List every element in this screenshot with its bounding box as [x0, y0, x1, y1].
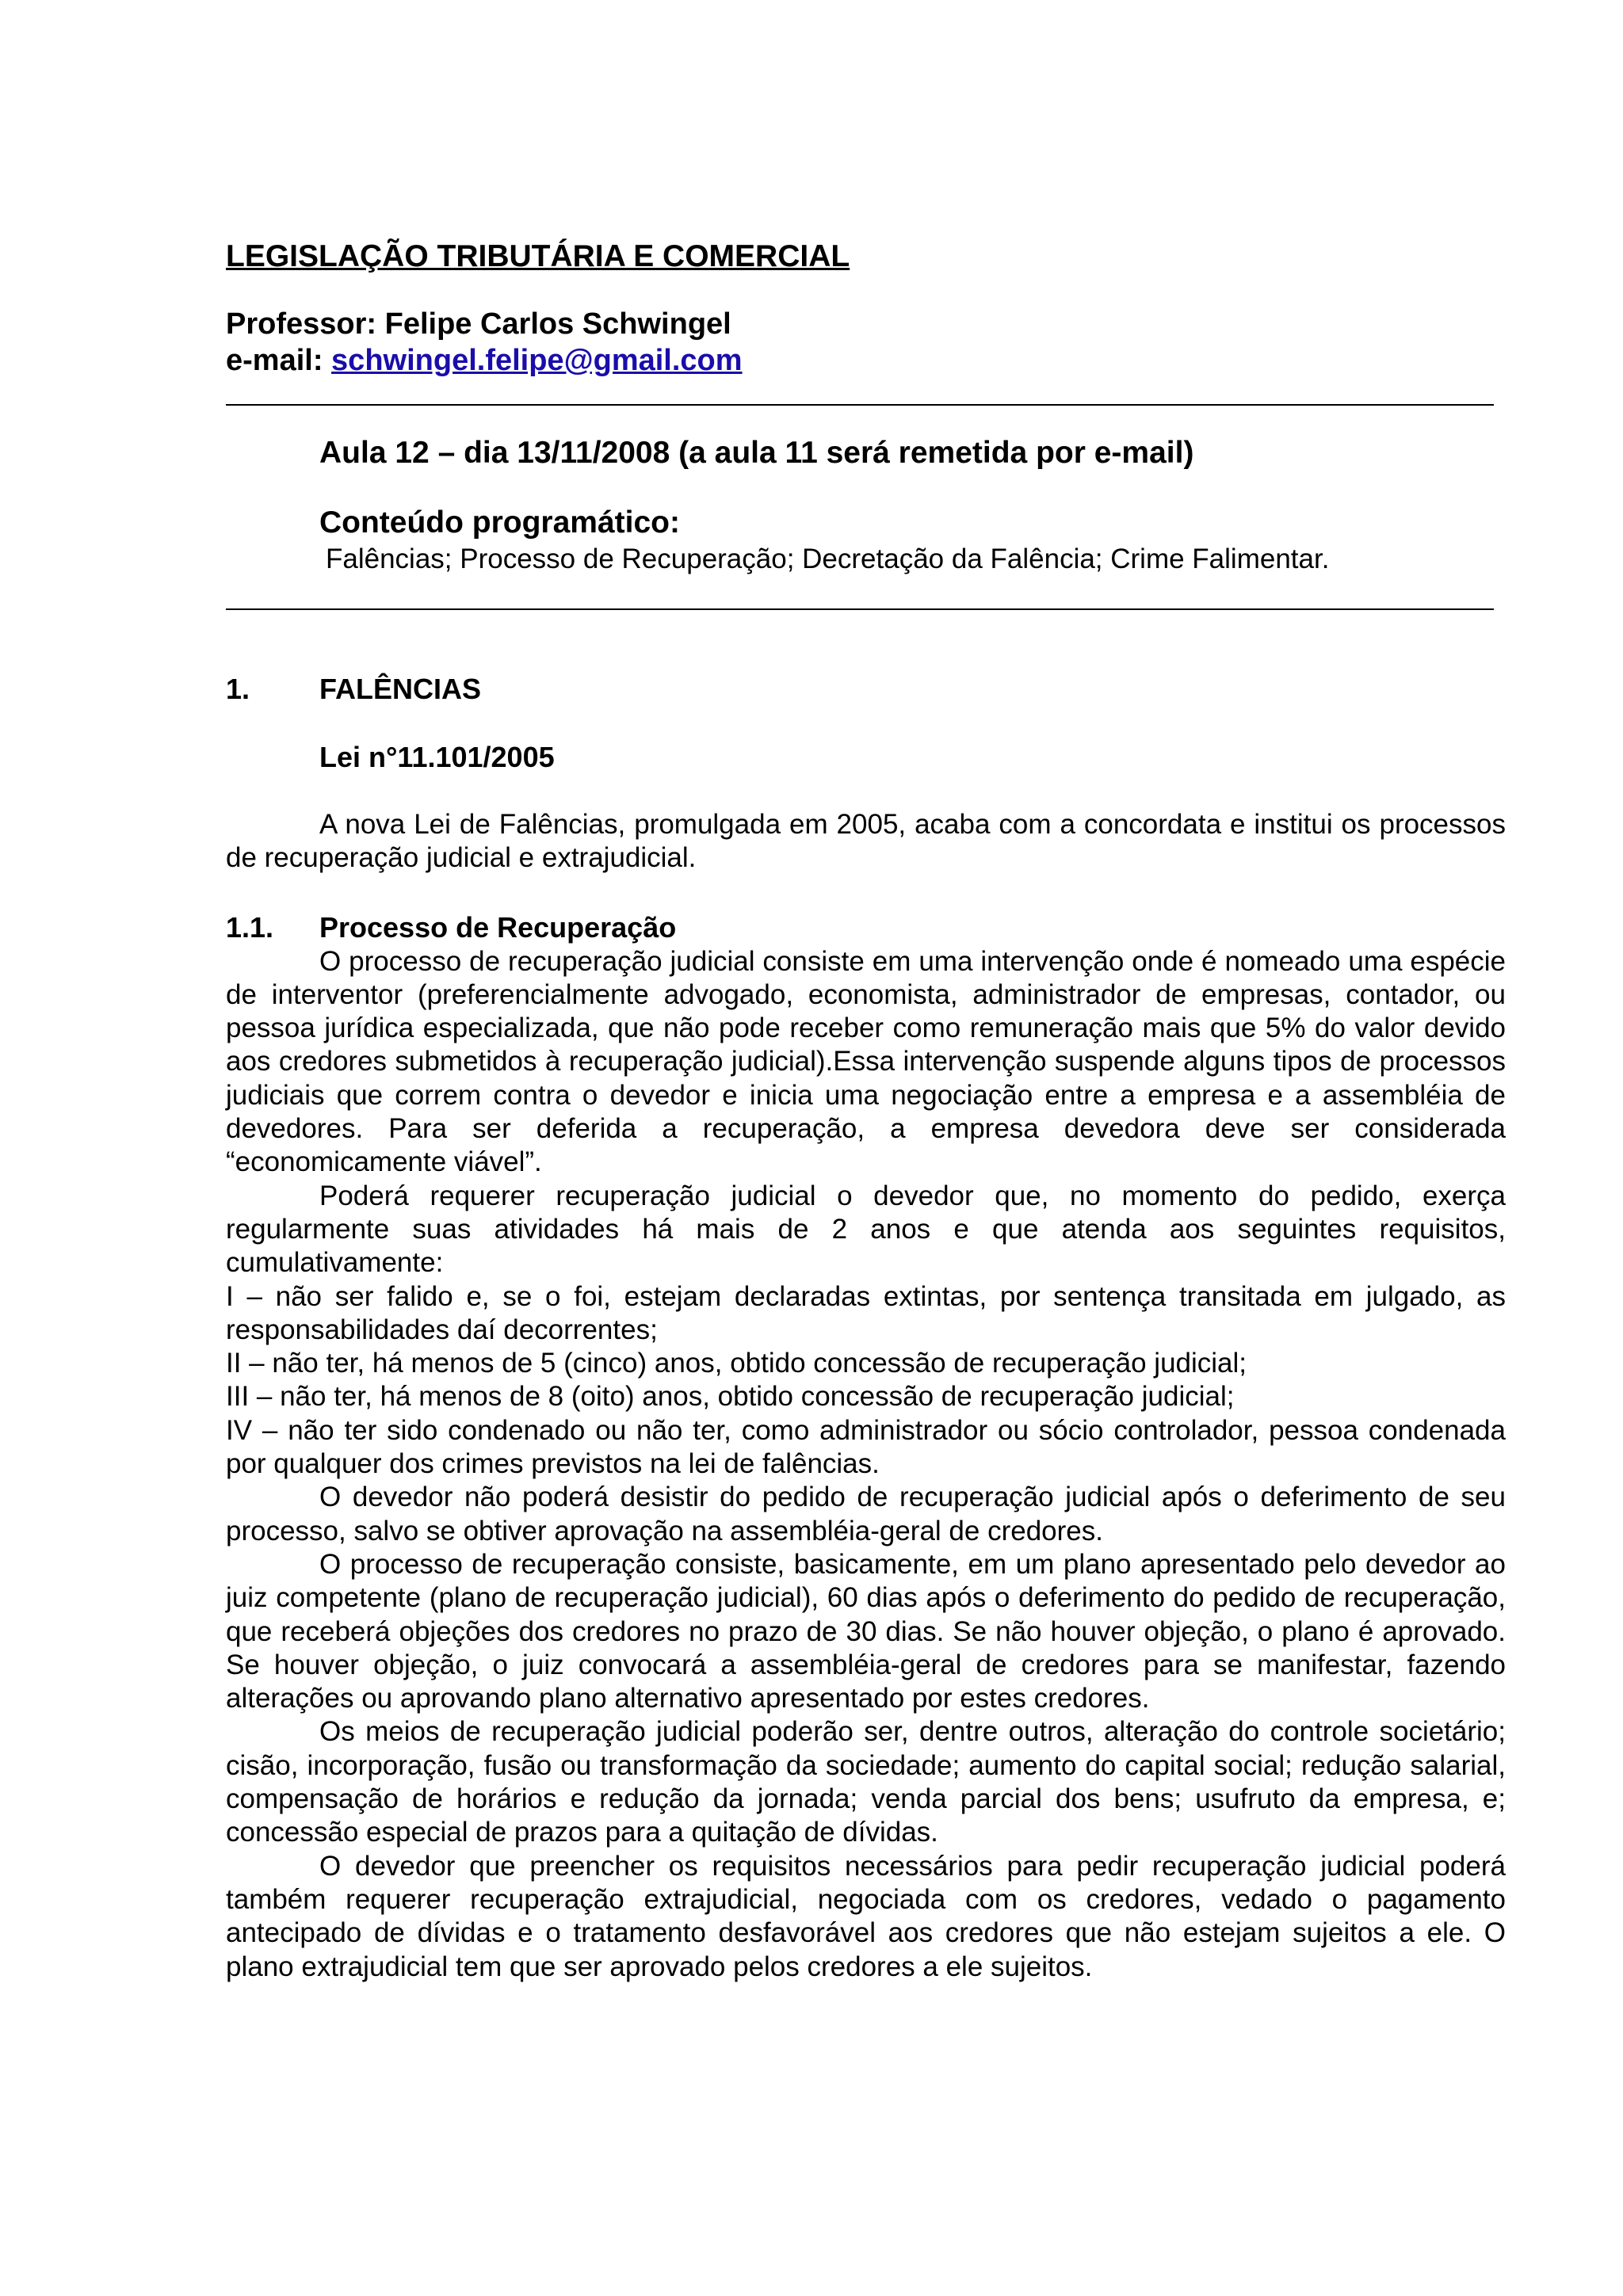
- email-label: e-mail:: [226, 344, 332, 377]
- document-page: [226, 238, 1506, 1984]
- professor-block: [226, 306, 1506, 379]
- requirement-item: II – não ter, há menos de 5 (cinco) anos, obtido concessão de recuperação judicial;: [226, 1348, 1247, 1379]
- professor-name: Professor: Felipe Carlos Schwingel: [226, 307, 731, 341]
- document-title: LEGISLAÇÃO TRIBUTÁRIA E COMERCIAL: [226, 239, 850, 273]
- paragraph: Poderá requerer recuperação judicial o devedor que, no momento do pedido, exerça regularmente suas atividades há mais de 2 anos e que atenda aos seguintes requisitos, cumulativamente:: [226, 1180, 1506, 1279]
- lesson-heading: Aula 12 – dia 13/11/2008 (a aula 11 será remetida por e-mail): [319, 436, 1194, 470]
- section-1-1-number: 1.1.: [226, 910, 274, 944]
- email-link[interactable]: schwingel.felipe@gmail.com: [331, 344, 743, 377]
- section-1-number: 1.: [226, 673, 250, 705]
- law-reference: Lei n°11.101/2005: [319, 741, 555, 773]
- section-1-title: FALÊNCIAS: [319, 673, 482, 705]
- email-line: [226, 342, 1506, 379]
- program-content-text: Falências; Processo de Recuperação; Decretação da Falência; Crime Falimentar.: [326, 543, 1330, 574]
- paragraph: Os meios de recuperação judicial poderão ser, dentre outros, alteração do controle societário; cisão, incorporação, fusão ou transformação da sociedade; aumento do capital social; redução salarial, compensação de horários e redução da jornada; venda parcial dos bens; usufruto da empresa, e; concessão especial de prazos para a quitação de dívidas.: [226, 1716, 1506, 1848]
- requirement-item: IV – não ter sido condenado ou não ter, como administrador ou sócio controlador, pessoa condenada por qualquer dos crimes previstos na lei de falências.: [226, 1414, 1506, 1480]
- requirement-item: I – não ser falido e, se o foi, estejam declaradas extintas, por sentença transitada em julgado, as responsabilidades daí decorrentes;: [226, 1280, 1506, 1345]
- requirement-item: III – não ter, há menos de 8 (oito) anos, obtido concessão de recuperação judicial;: [226, 1381, 1235, 1413]
- section-1-1-title: Processo de Recuperação: [319, 910, 677, 944]
- section-1-1-heading: [226, 910, 1506, 945]
- paragraph: O devedor não poderá desistir do pedido de recuperação judicial após o deferimento de seu processo, salvo se obtiver aprovação na assembléia-geral de credores.: [226, 1482, 1506, 1547]
- program-content-heading: Conteúdo programático:: [319, 505, 680, 540]
- bottom-divider: [226, 608, 1494, 610]
- paragraph: O devedor que preencher os requisitos necessários para pedir recuperação judicial poderá também requerer recuperação extrajudicial, negociada com os credores, vedado o pagamento antecipado de dívidas e o tratamento desfavorável aos credores que não estejam sujeitos a ele. O plano extrajudicial tem que ser aprovado pelos credores a ele sujeitos.: [226, 1850, 1506, 1982]
- paragraph: O processo de recuperação consiste, basicamente, em um plano apresentado pelo devedor ao juiz competente (plano de recuperação judicial), 60 dias após o deferimento do pedido de recuperação, que receberá objeções dos credores no prazo de 30 dias. Se não houver objeção, o plano é aprovado. Se houver objeção, o juiz convocará a assembléia-geral de credores para se manifestar, fazendo alterações ou aprovando plano alternativo apresentado por estes credores.: [226, 1548, 1506, 1714]
- paragraph: O processo de recuperação judicial consiste em uma intervenção onde é nomeado uma espécie de interventor (preferencialmente advogado, economista, administrador de empresas, contador, ou pessoa jurídica especializada, que não pode receber como remuneração mais que 5% do valor devido aos credores submetidos à recuperação judicial).Essa intervenção suspende alguns tipos de processos judiciais que correm contra o devedor e inicia uma negociação entre a empresa e a assembléia de devedores. Para ser deferida a recuperação, a empresa devedora deve ser considerada “economicamente viável”.: [226, 945, 1506, 1178]
- section-1-intro: A nova Lei de Falências, promulgada em 2005, acaba com a concordata e institui os processos de recuperação judicial e extrajudicial.: [226, 809, 1506, 874]
- top-divider: [226, 404, 1494, 406]
- section-1-heading: [226, 672, 1506, 707]
